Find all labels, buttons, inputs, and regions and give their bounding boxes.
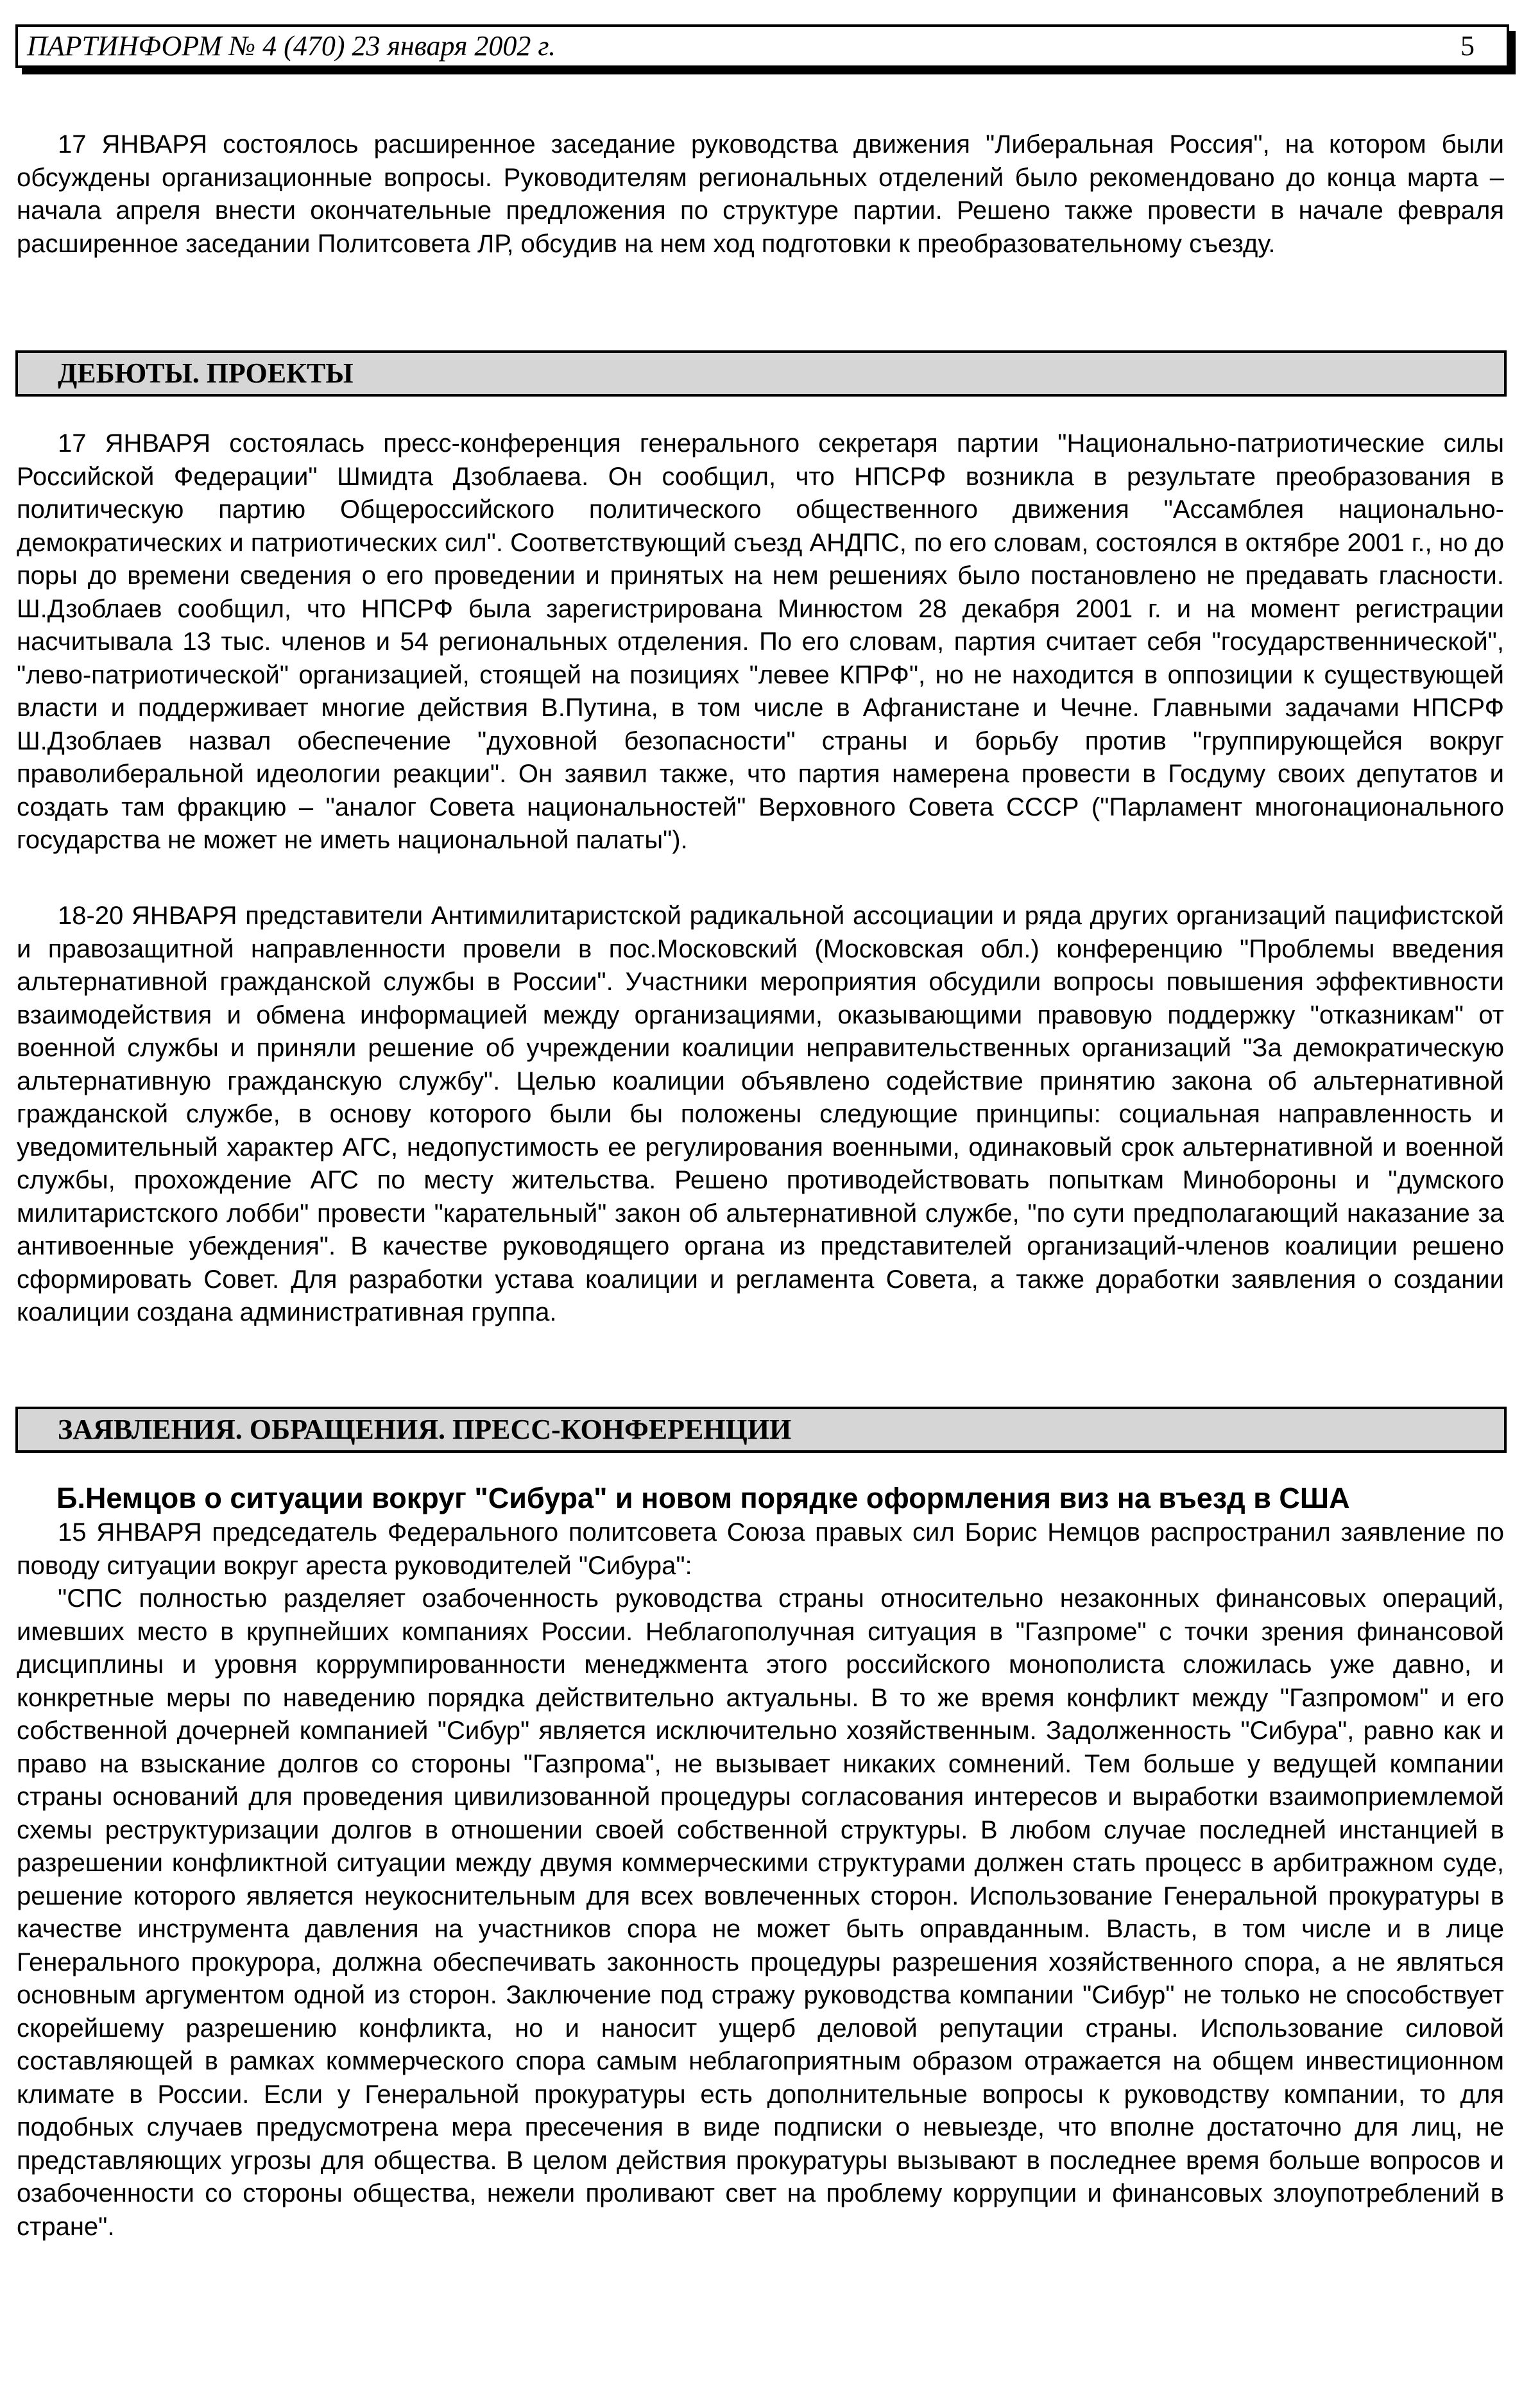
article-title: Б.Немцов о ситуации вокруг "Сибура" и новом порядке оформления виз на въезд в США bbox=[56, 1482, 1350, 1514]
section-header-statements bbox=[15, 1407, 1507, 1453]
intro-paragraph: 17 ЯНВАРЯ состоялось расширенное заседание руководства движения "Либеральная Россия", на котором были обсуждены организационные вопросы. Руководителям региональных отделений было рекомендовано до конца марта – начала апреля внести окончательные предложения по структуре партии. Решено также провести в начале февраля расширенное заседании Политсовета ЛР, обсудив на нем ход подготовки к преобразовательному съезду. bbox=[17, 130, 1504, 258]
section-title: ЗАЯВЛЕНИЯ. ОБРАЩЕНИЯ. ПРЕСС-КОНФЕРЕНЦИИ bbox=[58, 1414, 792, 1445]
section-title: ДЕБЮТЫ. ПРОЕКТЫ bbox=[58, 357, 354, 389]
page-number: 5 bbox=[1460, 30, 1475, 62]
section-header-debuts bbox=[15, 350, 1507, 397]
debuts-block bbox=[17, 427, 1504, 857]
article-paragraph: 17 ЯНВАРЯ состоялась пресс-конференция генерального секретаря партии "Национально-патриотические силы Российской Федерации" Шмидта Дзоблаева. Он сообщил, что НПСРФ возникла в результате преобразования в политическую партию Общероссийского политического общественного движения "Ассамблея национально-демократических и патриотических сил". Соответствующий съезд АНДПС, по его словам, состоялся в октябре 2001 г., но до поры до времени сведения о его проведении и принятых на нем решениях было постановлено не предавать гласности. Ш.Дзоблаев сообщил, что НПСРФ была зарегистрирована Минюстом 28 декабря 2001 г. и на момент регистрации насчитывала 13 тыс. членов и 54 региональных отделения. По его словам, партия считает себя "государственнической", "лево-патриотической" организацией, стоящей на позициях "левее КПРФ", но не находится в оппозиции к существующей власти и поддерживает многие действия В.Путина, в том числе в Афганистане и Чечне. Главными задачами НПСРФ Ш.Дзоблаев назвал обеспечение "духовной безопасности" страны и борьбу против "группирующейся вокруг праволиберальной идеологии реакции". Он заявил также, что партия намерена провести в Госдуму своих депутатов и создать там фракцию – "аналог Совета национальностей" Верховного Совета СССР ("Парламент многонационального государства не может не иметь национальной палаты"). bbox=[17, 429, 1504, 854]
issue-label: ПАРТИНФОРМ № 4 (470) 23 января 2002 г. bbox=[27, 30, 556, 62]
intro-block bbox=[17, 128, 1504, 261]
statements-block bbox=[17, 1480, 1504, 2243]
article-paragraph: 18-20 ЯНВАРЯ представители Антимилитаристской радикальной ассоциации и ряда других организаций пацифистской и правозащитной направленности провели в пос.Московский (Московская обл.) конференцию "Проблемы введения альтернативной гражданской службы в России". Участники мероприятия обсудили вопросы повышения эффективности взаимодействия и обмена информацией между организациями, оказывающими правовую поддержку "отказникам" от военной службы и приняли решение об учреждении коалиции неправительственных организаций "За демократическую альтернативную гражданскую службу". Целью коалиции объявлено содействие принятию закона об альтернативной гражданской службе, в основу которого были бы положены следующие принципы: социальная направленность и уведомительный характер АГС, недопустимость ее регулирования военными, одинаковый срок альтернативной и военной службы, прохождение АГС по месту жительства. Решено противодействовать попыткам Минобороны и "думского милитаристского лобби" провести "карательный" закон об альтернативной службе, "по сути предполагающий наказание за антивоенные убеждения". В качестве руководящего органа из представителей организаций-членов коалиции решено сформировать Совет. Для разработки устава коалиции и регламента Совета, а также доработки заявления о создании коалиции создана административная группа. bbox=[17, 902, 1504, 1326]
article-quote: "СПС полностью разделяет озабоченность руководства страны относительно незаконных финансовых операций, имевших место в крупнейших компаниях России. Неблагополучная ситуация в "Газпроме" с точки зрения финансовой дисциплины и уровня коррумпированности менеджмента этого российского монополиста сложилась уже давно, и конкретные меры по наведению порядка действительно актуальны. В то же время конфликт между "Газпромом" и его собственной дочерней компанией "Сибур" является исключительно хозяйственным. Задолженность "Сибура", равно как и право на взыскание долгов со стороны "Газпрома", не вызывает никаких сомнений. Тем больше у ведущей компании страны оснований для проведения цивилизованной процедуры согласования интересов и выработки взаимоприемлемой схемы реструктуризации долгов в отношении своей собственной структуры. В любом случае последней инстанцией в разрешении конфликтной ситуации между двумя коммерческими структурами должен стать процесс в арбитражном суде, решение которого является неукоснительным для всех вовлеченных сторон. Использование Генеральной прокуратуры в качестве инструмента давления на участников спора не может быть оправданным. Власть, в том числе и в лице Генерального прокурора, должна обеспечивать законность процедуры разрешения хозяйственного спора, а не являться основным аргументом одной из сторон. Заключение под стражу руководства компании "Сибур" не только не способствует скорейшему разрешению конфликта, но и наносит ущерб деловой репутации страны. Использование силовой составляющей в рамках коммерческого спора самым неблагоприятным образом отражается на общем инвестиционном климате в России. Если у Генеральной прокуратуры есть дополнительные вопросы к руководству компании, то для подобных случаев предусмотрена мера пресечения в виде подписки о невыезде, что вполне достаточно для лиц, не представляющих угрозы для общества. В целом действия прокуратуры вызывают в последнее время больше вопросов и озабоченности со стороны общества, нежели проливают свет на проблему коррупции и финансовых злоупотреблений в стране". bbox=[17, 1584, 1504, 2241]
page-header bbox=[15, 24, 1509, 68]
article-lead: 15 ЯНВАРЯ председатель Федерального политсовета Союза правых сил Борис Немцов распространил заявление по поводу ситуации вокруг ареста руководителей "Сибура": bbox=[17, 1518, 1504, 1580]
debuts-block-2 bbox=[17, 900, 1504, 1330]
